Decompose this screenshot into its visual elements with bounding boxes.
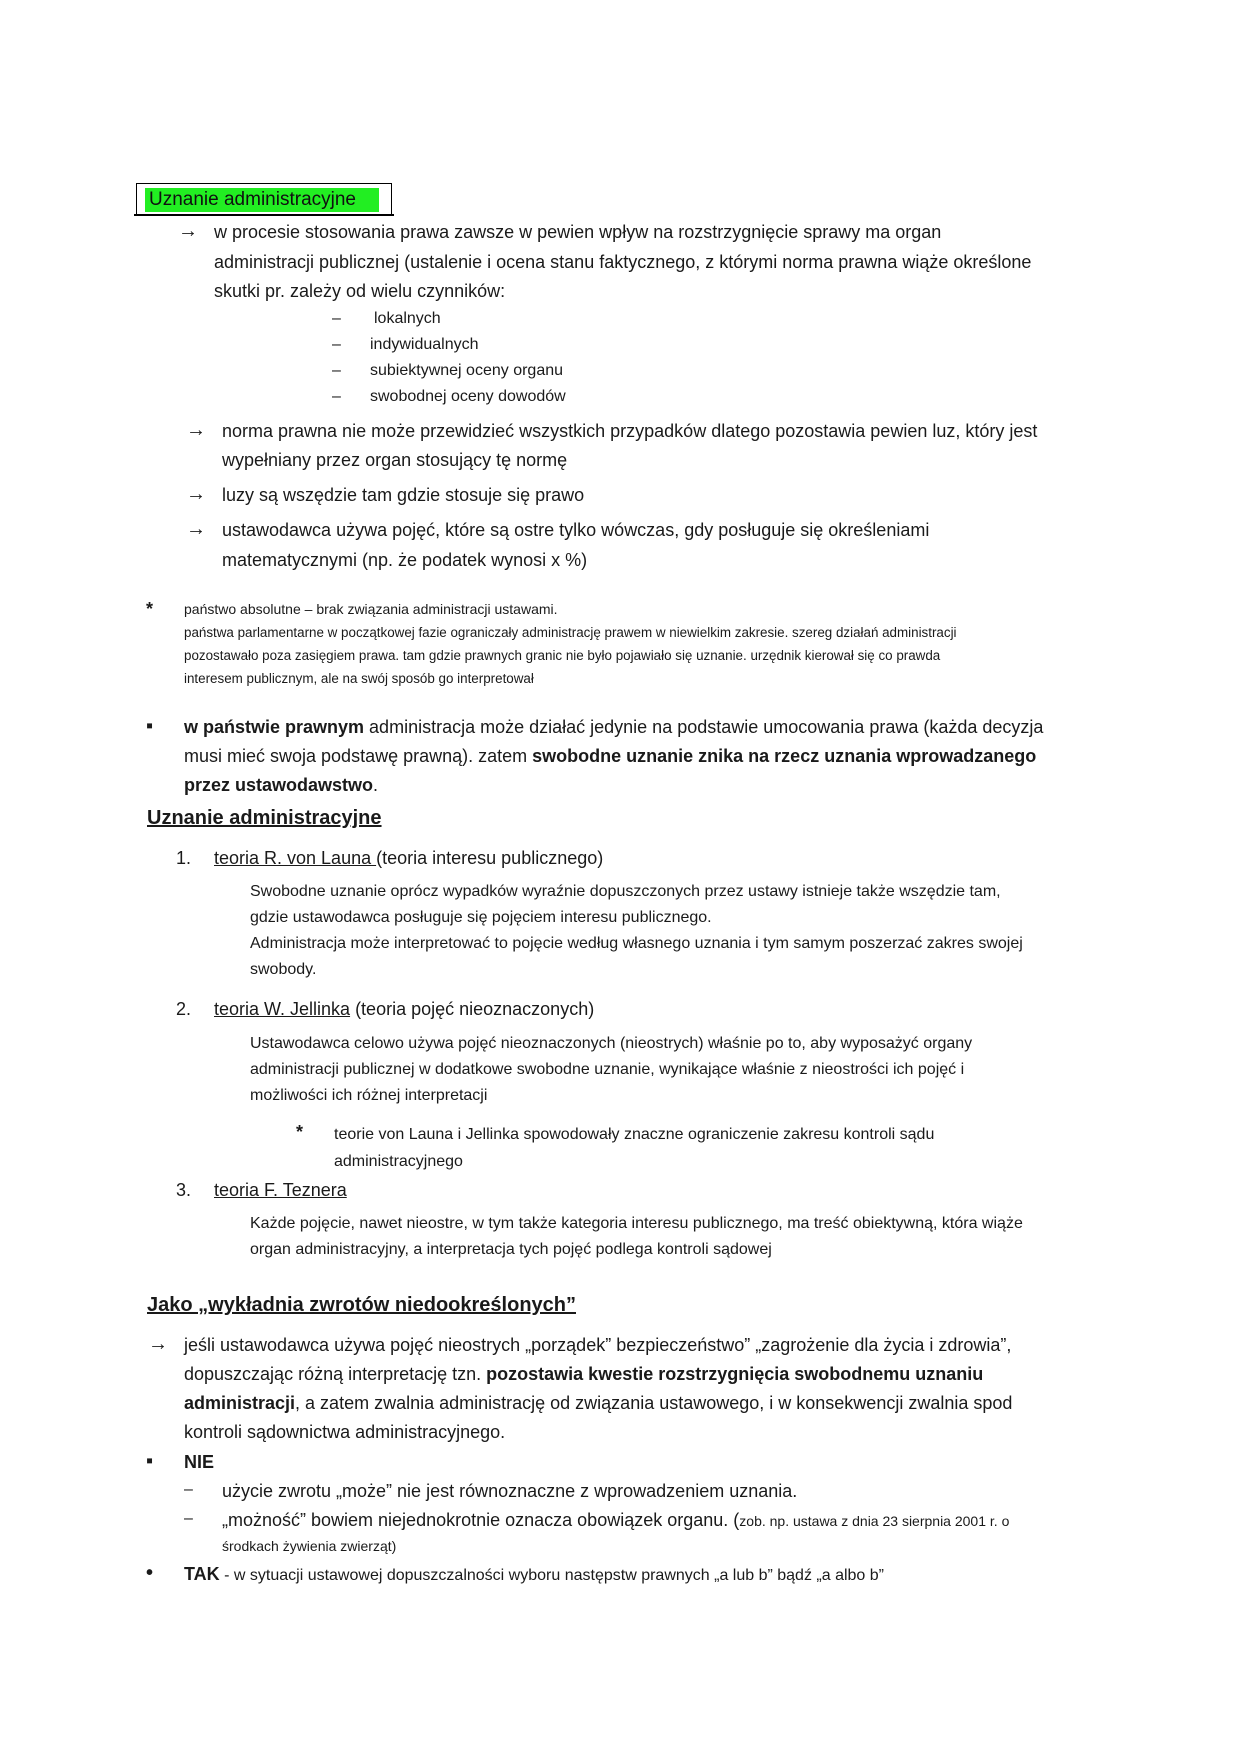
theory-name: teoria F. Teznera [214, 1180, 347, 1200]
bullet-icon: ▪ [146, 715, 154, 737]
legal-state-bold: w państwie prawnym [184, 717, 365, 737]
interp-line-2 [184, 1360, 983, 1389]
tak-text: - w sytuacji ustawowej dopuszczalności wyboru następstw prawnych „a lub b” bądź „a albo b” [219, 1567, 884, 1584]
legal-state-text: musi mieć swoja podstawę prawną). zatem [184, 746, 533, 766]
theory-1-title [214, 844, 603, 873]
interp-line-4: kontroli sądownictwa administracyjnego. [184, 1422, 506, 1442]
legal-state-line-1 [184, 713, 1043, 742]
intro-line-3: skutki pr. zależy od wielu czynników: [214, 281, 506, 301]
point-3-line-1: ustawodawca używa pojęć, które są ostre tylko wówczas, gdy posługuje się określeniami [222, 520, 930, 540]
title-box [136, 183, 392, 216]
page-title: Uznanie administracyjne [149, 189, 356, 210]
intro-line-1: w procesie stosowania prawa zawsze w pewien wpływ na rozstrzygnięcie sprawy ma organ [214, 222, 942, 242]
legal-state-text: . [373, 775, 379, 795]
note-line-3: pozostawało poza zasięgiem prawa. tam gdzie prawnych granic nie było pojawiało się uznanie. urzędnik kierował się co prawda [184, 648, 941, 663]
theory-2-note-line-1: teorie von Launa i Jellinka spowodowały znaczne ograniczenie zakresu kontroli sądu [334, 1126, 935, 1143]
theory-number: 3. [176, 1180, 192, 1200]
interp-bold: administracji [184, 1393, 296, 1413]
arrow-icon: → [186, 419, 206, 441]
theory-name: teoria R. von Launa [214, 848, 377, 868]
point-1-line-1: norma prawna nie może przewidzieć wszystkich przypadków dlatego pozostawia pewien luz, który jest [222, 421, 1038, 441]
factor-item: swobodnej oceny dowodów [370, 388, 566, 405]
dash-icon: – [332, 362, 341, 379]
tak-line [184, 1560, 884, 1590]
section-heading: Jako „wykładnia zwrotów niedookreślonych” [147, 1294, 576, 1316]
note-line-2: państwa parlamentarne w początkowej fazie ograniczały administrację prawem w niewielkim zakresie. szereg działań administracji [184, 625, 957, 640]
legal-state-text: administracja może działać jedynie na podstawie umocowania prawa (każda decyzja [364, 717, 1044, 737]
theory-3-line: Każde pojęcie, nawet nieostre, w tym także kategoria interesu publicznego, ma treść obiektywną, która wiąże [250, 1215, 1023, 1232]
interp-text: , a zatem zwalnia administrację od związania ustawowego, i w konsekwencji zwalnia spod [295, 1393, 1013, 1413]
legal-state-line-3 [184, 771, 378, 800]
legal-state-line-2 [184, 742, 1036, 771]
interp-bold: pozostawia kwestie rozstrzygnięcia swobodnemu uznaniu [486, 1364, 984, 1384]
theory-3-line: organ administracyjny, a interpretacja tych pojęć podlega kontroli sądowej [250, 1241, 772, 1258]
interp-text: dopuszczając różną interpretację tzn. [184, 1364, 487, 1384]
section-heading: Uznanie administracyjne [147, 807, 382, 829]
nie-item-1: użycie zwrotu „może” nie jest równoznaczne z wprowadzeniem uznania. [222, 1481, 798, 1501]
note-line-1: państwo absolutne – brak związania administracji ustawami. [184, 601, 558, 617]
theory-name: teoria W. Jellinka [214, 999, 351, 1019]
dash-icon: – [332, 388, 341, 405]
nie-item-2-ref-cont: środkach żywienia zwierząt) [222, 1538, 397, 1554]
theory-1-line: swobody. [250, 961, 317, 978]
nie-item-2 [222, 1506, 1009, 1536]
title-box-shadow [134, 214, 394, 216]
dash-icon: – [332, 310, 341, 327]
nie-label: NIE [184, 1452, 215, 1472]
factor-item: indywidualnych [370, 336, 479, 353]
theory-2-line: Ustawodawca celowo używa pojęć nieoznaczonych (nieostrych) właśnie po to, aby wyposażyć organy [250, 1035, 973, 1052]
note-line-4: interesem publicznym, ale na swój sposób go interpretował [184, 671, 534, 686]
factor-item: subiektywnej oceny organu [370, 362, 564, 379]
theory-2-line: możliwości ich różnej interpretacji [250, 1087, 488, 1104]
dash-icon: – [184, 1481, 193, 1498]
theory-subtitle: (teoria pojęć nieoznaczonych) [350, 999, 595, 1019]
theory-number: 1. [176, 848, 192, 868]
interp-line-3 [184, 1389, 1012, 1418]
theory-2-note-line-2: administracyjnego [334, 1153, 463, 1170]
arrow-icon: → [186, 518, 206, 540]
interp-line-1: jeśli ustawodawca używa pojęć nieostrych „porządek” bezpieczeństwo” „zagrożenie dla życia i zdrowia”, [184, 1335, 1012, 1355]
theory-3-title [214, 1176, 347, 1205]
arrow-icon: → [178, 220, 198, 242]
arrow-icon: → [148, 1333, 168, 1355]
legal-state-bold: przez ustawodawstwo [184, 775, 374, 795]
theory-number: 2. [176, 999, 192, 1019]
bullet-icon: ▪ [146, 1450, 154, 1472]
point-3-line-2: matematycznymi (np. że podatek wynosi x %) [222, 550, 588, 570]
factor-item: lokalnych [374, 310, 441, 327]
theory-1-line: gdzie ustawodawca posługuje się pojęciem interesu publicznego. [250, 909, 712, 926]
point-2: luzy są wszędzie tam gdzie stosuje się prawo [222, 485, 585, 505]
dash-icon: – [332, 336, 341, 353]
theory-1-line: Swobodne uznanie oprócz wypadków wyraźnie dopuszczonych przez ustawy istnieje także wszędzie tam, [250, 883, 1001, 900]
theory-subtitle: (teoria interesu publicznego) [376, 848, 604, 868]
dash-icon: – [184, 1510, 193, 1527]
theory-2-title [214, 995, 594, 1024]
bullet-icon: • [146, 1562, 154, 1584]
arrow-icon: → [186, 483, 206, 505]
asterisk-icon: * [296, 1122, 304, 1142]
nie-item-2-text: „możność” bowiem niejednokrotnie oznacza obowiązek organu. ( [222, 1510, 740, 1530]
theory-1-line: Administracja może interpretować to pojęcie według własnego uznania i tym samym poszerzać zakres swojej [250, 935, 1023, 952]
point-1-line-2: wypełniany przez organ stosujący tę normę [222, 450, 568, 470]
asterisk-icon: * [146, 599, 154, 619]
tak-label: TAK [184, 1564, 220, 1584]
nie-item-2-ref: zob. np. ustawa z dnia 23 sierpnia 2001 r. o [739, 1513, 1010, 1529]
legal-state-bold: swobodne uznanie znika na rzecz uznania wprowadzanego [532, 746, 1037, 766]
theory-2-line: administracji publicznej w dodatkowe swobodne uznanie, wynikające właśnie z nieostrości ich pojęć i [250, 1061, 965, 1078]
intro-line-2: administracji publicznej (ustalenie i ocena stanu faktycznego, z którymi norma prawna wiąże określone [214, 252, 1032, 272]
